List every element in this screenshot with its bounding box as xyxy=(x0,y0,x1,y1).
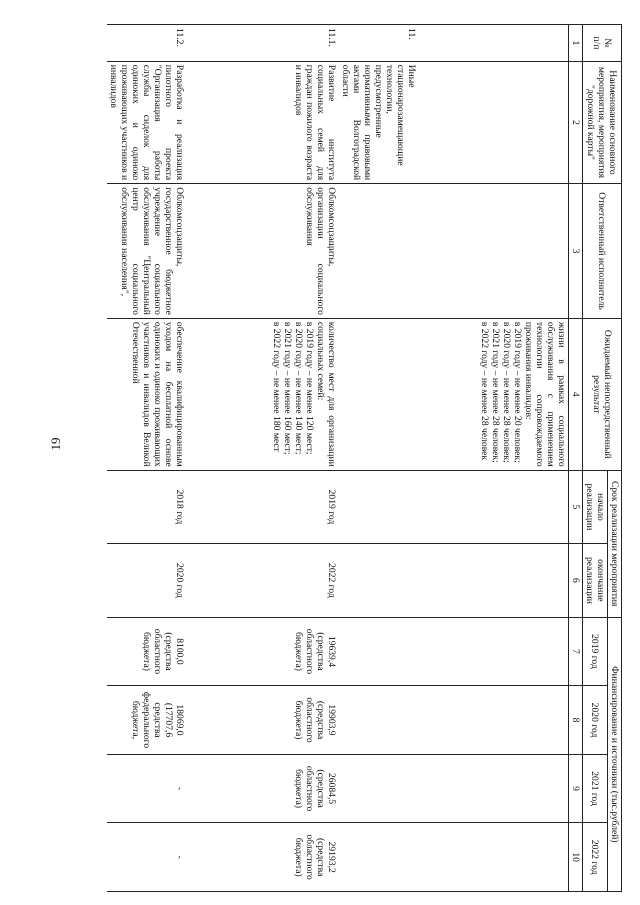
header-start: начало реализации xyxy=(583,470,608,543)
roadmap-table xyxy=(108,24,623,892)
row-2022 xyxy=(419,823,569,892)
colnum: 6 xyxy=(569,544,583,617)
header-name: Наименование основного мероприятия, мероприятия "дорожной карты" xyxy=(583,61,622,183)
row-name: Разработка и реализация пилотного проекта "Организация работы службы сиделок для одиноких и одиноко проживающих участников и инвалидов xyxy=(108,61,187,183)
header-finance: Финансирование и источники (тыс.рублей) xyxy=(608,617,622,891)
row-result xyxy=(339,318,419,470)
header-2021: 2021 год xyxy=(583,754,608,823)
row-num: 11. xyxy=(339,25,419,62)
row-2022: - xyxy=(108,823,187,892)
page-number: 19 xyxy=(48,437,63,451)
row-2022: 29193,2 (средства областного бюджета) xyxy=(187,823,339,892)
row-end xyxy=(419,544,569,617)
row-2020 xyxy=(419,686,569,755)
row-2021 xyxy=(419,754,569,823)
row-name: Иные стационарозамещающие технологии, предусмотренные нормативными правовыми актами Волгоградской области xyxy=(339,61,419,183)
row-2019 xyxy=(339,617,419,686)
header-timing: Срок реализации мероприятия xyxy=(608,470,622,617)
row-start xyxy=(339,470,419,543)
row-name: Развитие института социальных семей для граждан пожилого возраста и инвалидов xyxy=(187,61,339,183)
row-result: жизни в рамках социального обслуживания с применением технологии сопровождаемого проживания инвалидов: в 2019 году – не менее 20 человек; в 2020 году – не менее 28 человек; в 2021 году – не менее 28 человек; в 2022 году – не менее 28 человек xyxy=(419,318,569,470)
table-row xyxy=(419,25,569,892)
header-2020: 2020 год xyxy=(583,686,608,755)
row-name xyxy=(419,61,569,183)
row-exec: Облкомсоцзащиты, государственное бюджетное учреждение социального обслуживания "Центральный центр социального обслуживания населения", xyxy=(108,184,187,319)
row-exec: Облкомсоцзащиты, организации социального обслуживания xyxy=(187,184,339,319)
colnum: 4 xyxy=(569,318,583,470)
row-exec xyxy=(419,184,569,319)
row-2020 xyxy=(339,686,419,755)
row-end: 2022 год xyxy=(187,544,339,617)
colnum: 7 xyxy=(569,617,583,686)
row-start xyxy=(419,470,569,543)
row-result: количество мест для организации социальных семей: в 2019 году – не менее 120 мест; в 2020 году – не менее 140 мест; в 2021 году – не менее 160 мест; в 2022 году – не менее 180 мест xyxy=(187,318,339,470)
table-row xyxy=(187,25,339,892)
row-2019: 8100,0 (средства областного бюджета) xyxy=(108,617,187,686)
colnum: 5 xyxy=(569,470,583,543)
colnum: 1 xyxy=(569,25,583,62)
row-num: 11.1. xyxy=(187,25,339,62)
row-2019 xyxy=(419,617,569,686)
row-end: 2020 год xyxy=(108,544,187,617)
row-2021: - xyxy=(108,754,187,823)
colnum: 2 xyxy=(569,61,583,183)
header-num: № п/п xyxy=(583,25,622,62)
row-num: 11.2. xyxy=(108,25,187,62)
colnum: 3 xyxy=(569,184,583,319)
header-2022: 2022 год xyxy=(583,823,608,892)
row-2022 xyxy=(339,823,419,892)
colnum: 9 xyxy=(569,754,583,823)
colnum: 8 xyxy=(569,686,583,755)
header-exec: Ответственный исполнитель xyxy=(583,184,622,319)
row-num xyxy=(419,25,569,62)
header-end: окончание реализации xyxy=(583,544,608,617)
row-2020: 18069,0 (17707,6 средства федерального бюджета, xyxy=(108,686,187,755)
row-result: обеспечение квалифицированным уходом на бесплатной основе одиноких и одиноко проживающих участников и инвалидов Великой Отечественной xyxy=(108,318,187,470)
row-2021: 26084,5 (средства областного бюджета) xyxy=(187,754,339,823)
row-exec xyxy=(339,184,419,319)
row-2021 xyxy=(339,754,419,823)
header-result: Ожидаемый непосредственный результат xyxy=(583,318,622,470)
row-start: 2018 год xyxy=(108,470,187,543)
rotated-page xyxy=(52,24,622,892)
table-row xyxy=(108,25,187,892)
header-2019: 2019 год xyxy=(583,617,608,686)
table-row xyxy=(339,25,419,892)
row-start: 2019 год xyxy=(187,470,339,543)
row-2020: 19903,9 (средства областного бюджета) xyxy=(187,686,339,755)
row-2019: 19639,4 (средства областного бюджета) xyxy=(187,617,339,686)
colnum: 10 xyxy=(569,823,583,892)
row-end xyxy=(339,544,419,617)
